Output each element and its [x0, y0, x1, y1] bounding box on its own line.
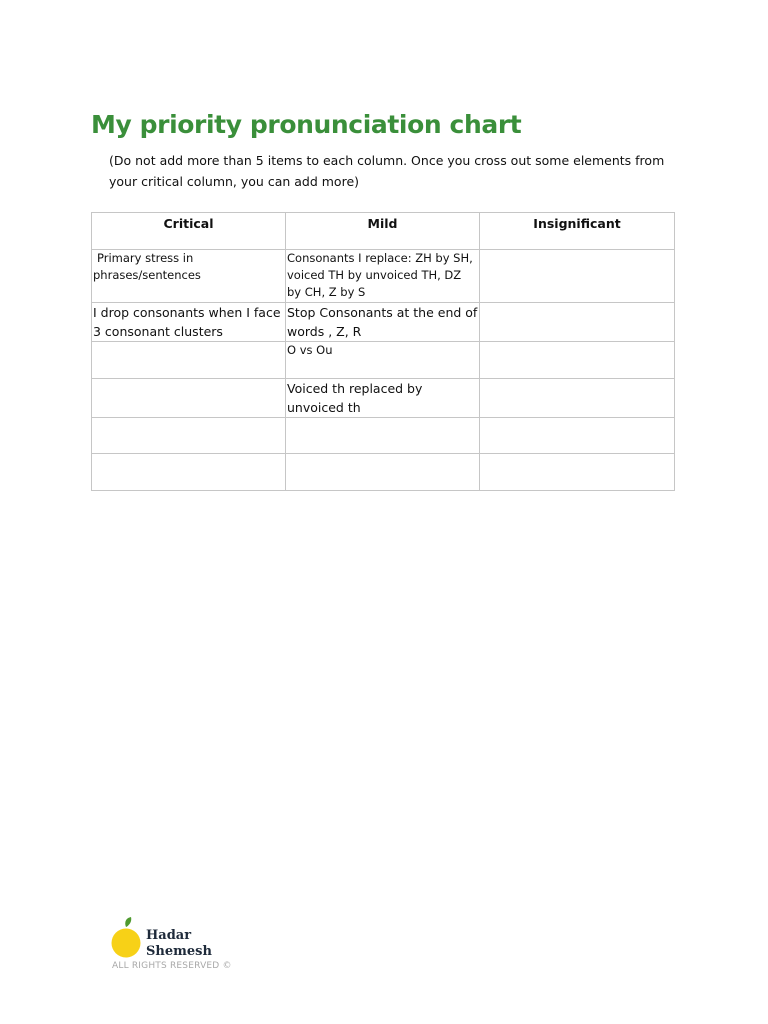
logo-name-line2: Shemesh: [146, 944, 212, 959]
logo-name: [146, 928, 212, 960]
table-cell-critical: [92, 250, 286, 303]
table-row: [92, 303, 675, 342]
table-cell-mild: [286, 418, 480, 454]
table-cell-insignificant: [480, 379, 675, 418]
table-cell-critical: [92, 379, 286, 418]
table-cell-mild: Stop Consonants at the end of words , Z, R: [286, 303, 480, 342]
table-cell-critical: [92, 342, 286, 379]
table-cell-critical: I drop consonants when I face 3 consonant clusters: [92, 303, 286, 342]
table-cell-mild: Voiced th replaced by unvoiced th: [286, 379, 480, 418]
table-cell-critical: [92, 454, 286, 491]
header-mild: Mild: [286, 213, 480, 250]
table-cell-mild: O vs Ou: [286, 342, 480, 379]
table-cell-insignificant: [480, 454, 675, 491]
table-cell-critical: [92, 418, 286, 454]
table-cell-insignificant: [480, 250, 675, 303]
table-row: [92, 418, 675, 454]
pronunciation-table: [91, 212, 675, 491]
rights-reserved-text: ALL RIGHTS RESERVED ©: [112, 961, 232, 971]
sun-leaf-icon: [109, 916, 143, 962]
header-critical: Critical: [92, 213, 286, 250]
table-cell-mild: Consonants I replace: ZH by SH, voiced TH by unvoiced TH, DZ by CH, Z by S: [286, 250, 480, 303]
table-row: [92, 454, 675, 491]
logo-name-line1: Hadar: [146, 928, 192, 943]
table-cell-insignificant: [480, 303, 675, 342]
cell-text: Primary stress in phrases/sentences: [93, 251, 201, 282]
instructions-text: (Do not add more than 5 items to each column. Once you cross out some elements from your critical column, you can add more): [109, 153, 665, 189]
table-cell-insignificant: [480, 418, 675, 454]
table-row: [92, 379, 675, 418]
table-cell-insignificant: [480, 342, 675, 379]
table-row: [92, 342, 675, 379]
table-row: [92, 250, 675, 303]
table-cell-mild: [286, 454, 480, 491]
table-header-row: [92, 213, 675, 250]
page-title: My priority pronunciation chart: [91, 110, 522, 139]
header-insignificant: Insignificant: [480, 213, 675, 250]
